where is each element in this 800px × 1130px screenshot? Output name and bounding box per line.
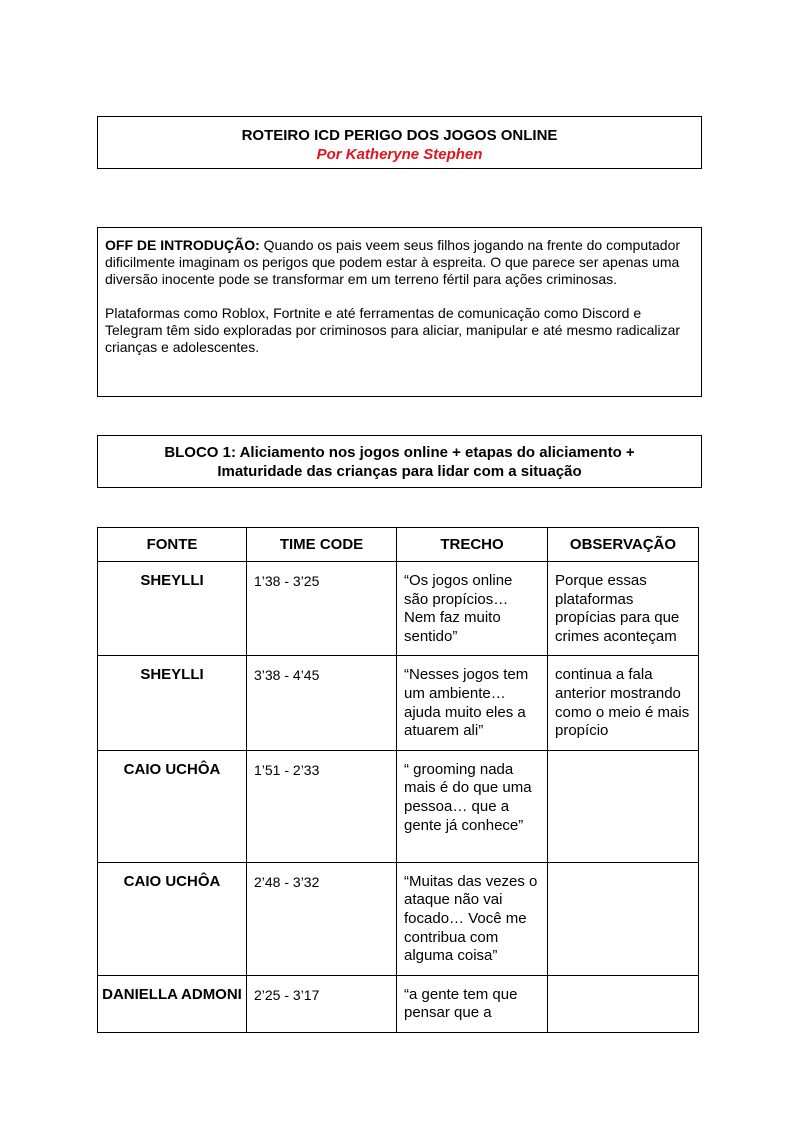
intro-paragraph-2: Plataformas como Roblox, Fortnite e até ferramentas de comunicação como Discord e Telegram têm sido exploradas por criminosos para aliciar, manipular e até mesmo radicalizar crianças e adolescentes. <box>105 305 681 355</box>
cell-fonte: CAIO UCHÔA <box>98 750 247 862</box>
cell-fonte: SHEYLLI <box>98 656 247 750</box>
cell-fonte: DANIELLA ADMONI <box>98 975 247 1032</box>
intro-label: OFF DE INTRODUÇÃO: <box>105 237 260 253</box>
header-time-code: TIME CODE <box>247 528 397 562</box>
cell-time-code: 2’48 - 3’32 <box>247 862 397 975</box>
intro-paragraph-1 <box>105 237 694 288</box>
header-trecho: TRECHO <box>397 528 548 562</box>
sources-table <box>97 527 699 1033</box>
cell-time-code: 1’38 - 3’25 <box>247 562 397 656</box>
document-title: ROTEIRO ICD PERIGO DOS JOGOS ONLINE <box>241 127 558 144</box>
cell-time-code: 2’25 - 3’17 <box>247 975 397 1032</box>
cell-time-code: 1’51 - 2’33 <box>247 750 397 862</box>
cell-fonte: CAIO UCHÔA <box>98 862 247 975</box>
table-row <box>98 862 699 975</box>
header-observacao: OBSERVAÇÃO <box>548 528 699 562</box>
table-row <box>98 562 699 656</box>
block-heading-line-1: BLOCO 1: Aliciamento nos jogos online + etapas do aliciamento + <box>164 444 635 461</box>
table-row <box>98 975 699 1032</box>
table-header-row <box>98 528 699 562</box>
intro-box <box>97 227 702 397</box>
cell-observacao: continua a fala anterior mostrando como o meio é mais propício <box>548 656 699 750</box>
cell-observacao: Porque essas plataformas propícias para que crimes aconteçam <box>548 562 699 656</box>
document-author: Por Katheryne Stephen <box>316 146 483 163</box>
cell-trecho: “Os jogos online são propícios… Nem faz muito sentido” <box>397 562 548 656</box>
cell-trecho: “a gente tem que pensar que a <box>397 975 548 1032</box>
cell-trecho: “Nesses jogos tem um ambiente… ajuda muito eles a atuarem ali” <box>397 656 548 750</box>
cell-observacao <box>548 975 699 1032</box>
header-fonte: FONTE <box>98 528 247 562</box>
block-heading-line-2: Imaturidade das crianças para lidar com a situação <box>217 462 582 480</box>
table-row <box>98 656 699 750</box>
cell-trecho: “Muitas das vezes o ataque não vai focado… Você me contribua com alguma coisa” <box>397 862 548 975</box>
cell-fonte: SHEYLLI <box>98 562 247 656</box>
table-row <box>98 750 699 862</box>
cell-time-code: 3’38 - 4’45 <box>247 656 397 750</box>
cell-observacao <box>548 862 699 975</box>
cell-trecho: “ grooming nada mais é do que uma pessoa… que a gente já conhece” <box>397 750 548 862</box>
block-heading-box <box>97 435 702 488</box>
title-box <box>97 116 702 169</box>
cell-observacao <box>548 750 699 862</box>
intro-text-1: Quando os pais veem seus filhos jogando na frente do computador dificilmente imaginam os perigos que podem estar à espreita. O que parece ser apenas uma diversão inocente pode se transformar em um terreno fértil para ações criminosas. <box>105 237 681 287</box>
